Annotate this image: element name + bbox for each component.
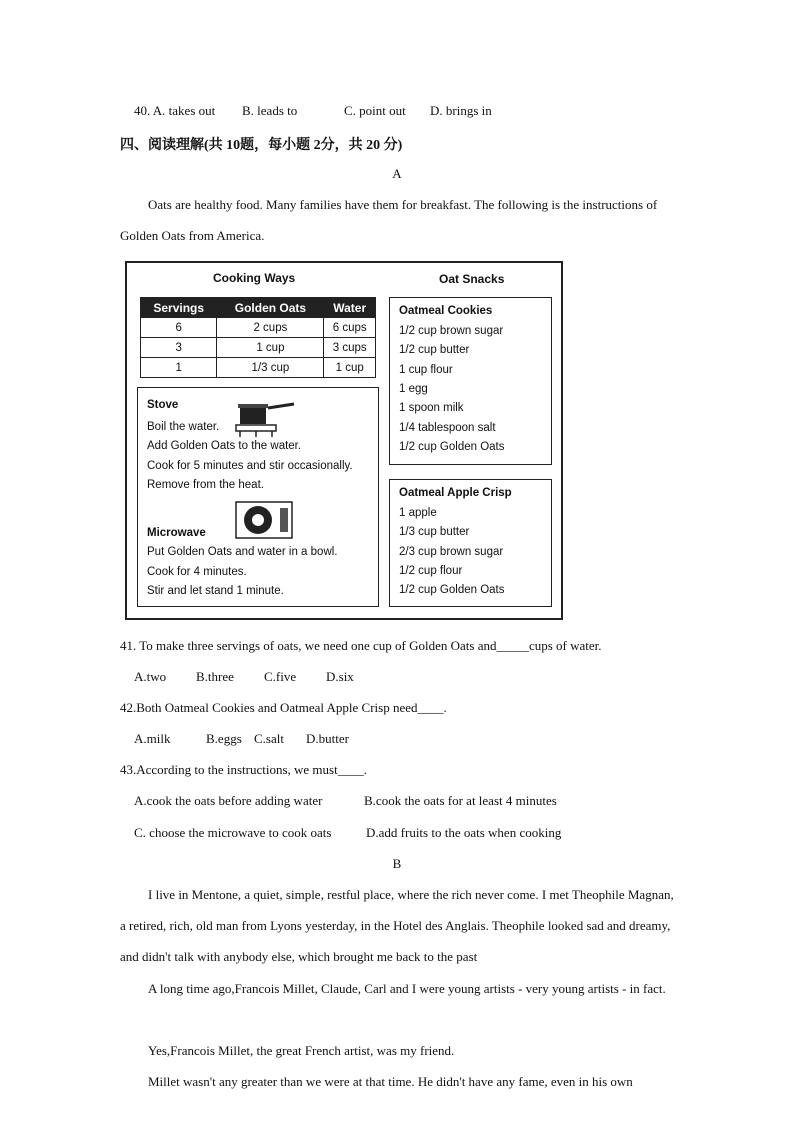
cooking-methods-box [137,387,379,607]
q40-option-d: D. brings in [430,103,492,118]
table-cell: 3 [141,338,217,358]
cookies-ingredient: 1/2 cup butter [399,344,470,356]
cookies-ingredient: 1/4 tablespoon salt [399,422,496,434]
passage-b-paragraph: Millet wasn't any greater than we were at that time. He didn't have any fame, even in his own [148,1074,633,1089]
q43-option-d: D.add fruits to the oats when cooking [366,825,562,840]
q40-option-b: B. leads to [242,103,298,118]
q43-option-c: C. choose the microwave to cook oats [134,825,332,840]
table-row [141,318,376,338]
stove-pot-icon [234,400,296,438]
microwave-bowl-icon [234,500,294,540]
cookies-ingredient: 1/2 cup brown sugar [399,325,504,337]
passage-b-paragraph: A long time ago,Francois Millet, Claude, Carl and I were young artists - very young artists - in fact. [148,981,666,996]
crisp-ingredient: 2/3 cup brown sugar [399,546,504,558]
table-cell: 1 [141,358,217,378]
stove-title: Stove [147,399,179,411]
table-cell: 3 cups [324,338,376,358]
table-cell: 6 [141,318,217,338]
oat-snacks-title: Oat Snacks [439,272,505,286]
table-cell: 1 cup [217,338,324,358]
table-header: Water [324,298,376,318]
q41-stem: 41. To make three servings of oats, we need one cup of Golden Oats and_____cups of water. [120,638,602,653]
oatmeal-apple-crisp-box [389,479,552,607]
crisp-ingredient: 1/3 cup butter [399,526,470,538]
table-header: Golden Oats [217,298,324,318]
microwave-step: Put Golden Oats and water in a bowl. [147,546,338,558]
microwave-step: Cook for 4 minutes. [147,566,247,578]
passage-b-paragraph: Yes,Francois Millet, the great French artist, was my friend. [148,1043,455,1058]
q43-option-a: A.cook the oats before adding water [134,793,323,808]
crisp-title: Oatmeal Apple Crisp [399,487,512,499]
q42-stem: 42.Both Oatmeal Cookies and Oatmeal Apple Crisp need____. [120,700,447,715]
q40-option-a: 40. A. takes out [134,103,216,118]
q43-stem: 43.According to the instructions, we must____. [120,762,367,777]
table-row [141,358,376,378]
table-header-row [141,298,376,318]
table-cell: 1/3 cup [217,358,324,378]
cookies-ingredient: 1/2 cup Golden Oats [399,441,505,453]
section-heading: 四、阅读理解(共 10题，每小题 2分，共 20 分) [120,138,403,153]
passage-b-paragraph: I live in Mentone, a quiet, simple, restful place, where the rich never come. I met Theophile Magnan, a retired, rich, old man from Lyons yesterday, in the Hotel des Anglais. Theophile looked sad and dreamy, and didn't talk with anybody else, which brought me back to the past [120,887,674,964]
cookies-ingredient: 1 cup flour [399,364,453,376]
passage-a-intro: Oats are healthy food. Many families have them for breakfast. The following is the instructions of Golden Oats from America. [120,197,658,243]
stove-step: Add Golden Oats to the water. [147,440,302,452]
q42-option-c: C.salt [254,731,284,746]
stove-step: Remove from the heat. [147,479,264,491]
q41-option-d: D.six [326,669,354,684]
crisp-ingredient: 1/2 cup Golden Oats [399,584,505,596]
cookies-title: Oatmeal Cookies [399,305,493,317]
q41-option-a: A.two [134,669,167,684]
oatmeal-cookies-box [389,297,552,465]
q42-option-a: A.milk [134,731,171,746]
q41-option-b: B.three [196,669,234,684]
crisp-ingredient: 1/2 cup flour [399,565,463,577]
cookies-ingredient: 1 spoon milk [399,402,464,414]
stove-step: Cook for 5 minutes and stir occasionally. [147,460,353,472]
table-row [141,338,376,358]
microwave-title: Microwave [147,527,206,539]
passage-a-label: A [392,166,402,181]
q42-option-d: D.butter [306,731,349,746]
q43-option-b: B.cook the oats for at least 4 minutes [364,793,557,808]
microwave-step: Stir and let stand 1 minute. [147,585,284,597]
table-cell: 1 cup [324,358,376,378]
q40-option-c: C. point out [344,103,406,118]
crisp-ingredient: 1 apple [399,507,437,519]
golden-oats-instructions-figure [125,261,563,620]
passage-b-label: B [392,856,402,871]
servings-table [140,297,376,378]
cooking-ways-title: Cooking Ways [213,271,296,285]
table-cell: 2 cups [217,318,324,338]
table-cell: 6 cups [324,318,376,338]
table-header: Servings [141,298,217,318]
cookies-ingredient: 1 egg [399,383,428,395]
q42-option-b: B.eggs [206,731,242,746]
stove-step: Boil the water. [147,421,220,433]
q41-option-c: C.five [264,669,297,684]
